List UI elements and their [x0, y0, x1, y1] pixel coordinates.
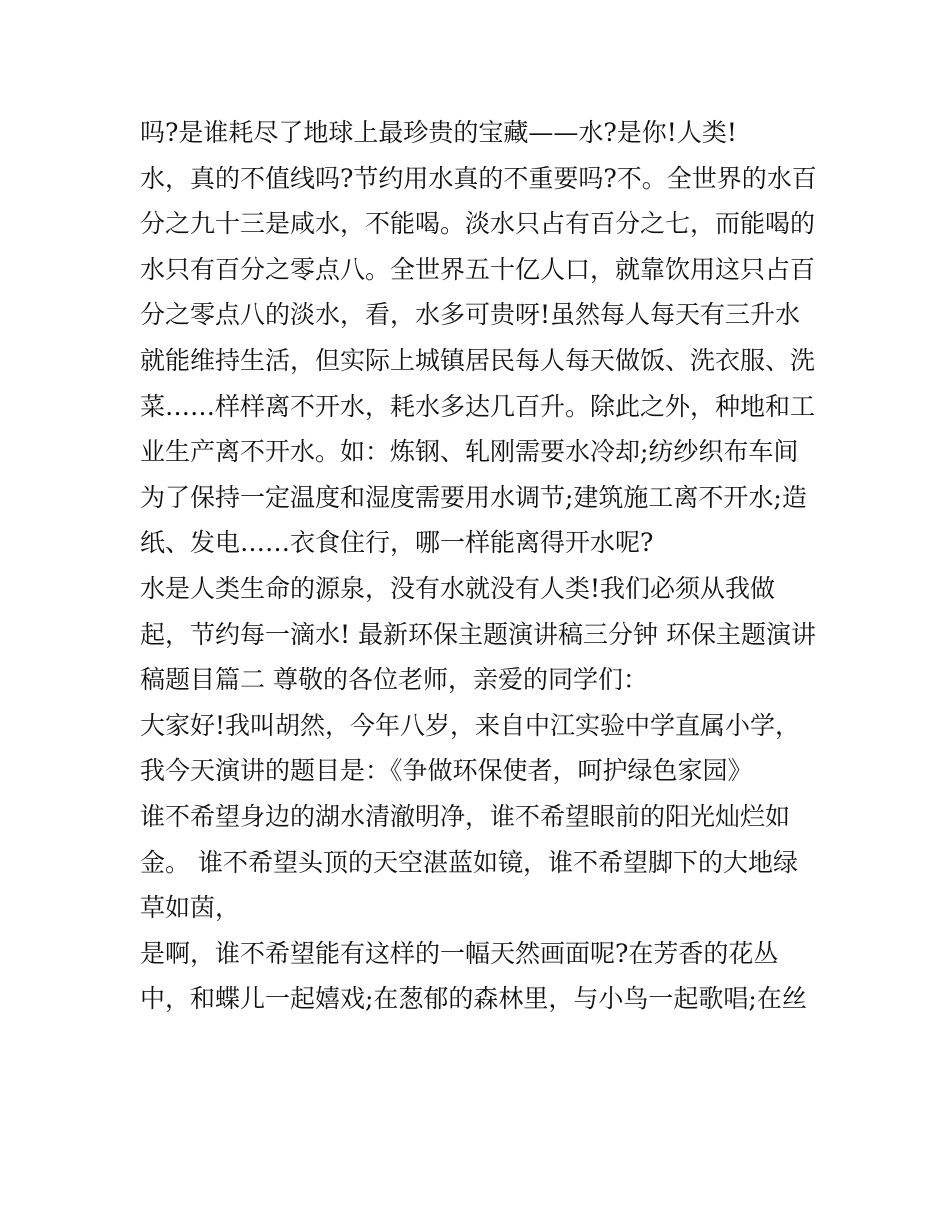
text-line: 分之零点八的淡水，看，水多可贵呀!虽然每人每天有三升水 — [140, 300, 801, 330]
text-line: 谁不希望身边的湖水清澈明净，谁不希望眼前的阳光灿烂如 — [140, 801, 791, 831]
text-line: 菜……样样离不开水，耗水多达几百升。除此之外，种地和工 — [140, 391, 816, 421]
text-line: 就能维持生活，但实际上城镇居民每人每天做饭、洗衣服、洗 — [140, 345, 816, 375]
text-line: 中，和蝶儿一起嬉戏;在葱郁的森林里，与小鸟一起歌唱;在丝 — [140, 984, 807, 1014]
text-line: 我今天演讲的题目是：《争做环保使者，呵护绿色家园》 — [140, 756, 753, 786]
text-line: 纸、发电……衣食住行，哪一样能离得开水呢? — [140, 528, 654, 558]
text-line: 为了保持一定温度和湿度需要用水调节;建筑施工离不开水;造 — [140, 482, 807, 512]
text-line: 起，节约每一滴水! 最新环保主题演讲稿三分钟 环保主题演讲 — [140, 619, 816, 649]
document-body — [140, 110, 830, 1022]
text-line: 业生产离不开水。如：炼钢、轧刚需要水冷却;纺纱织布车间 — [140, 437, 799, 467]
text-line: 草如茵， — [140, 893, 241, 923]
text-line: 大家好!我叫胡然，今年八岁，来自中江实验中学直属小学， — [140, 710, 801, 740]
text-line: 水，真的不值线吗?节约用水真的不重要吗?不。全世界的水百 — [140, 163, 817, 193]
text-line: 吗?是谁耗尽了地球上最珍贵的宝藏——水?是你!人类! — [140, 118, 737, 147]
text-line: 稿题目篇二 尊敬的各位老师，亲爱的同学们： — [140, 665, 648, 695]
text-line: 是啊，谁不希望能有这样的一幅天然画面呢?在芳香的花丛 — [140, 938, 779, 968]
text-line: 金。 谁不希望头顶的天空湛蓝如镜，谁不希望脚下的大地绿 — [140, 847, 798, 877]
text-line: 水只有百分之零点八。全世界五十亿人口，就靠饮用这只占百 — [140, 254, 816, 284]
text-line: 分之九十三是咸水，不能喝。淡水只占有百分之七，而能喝的 — [140, 209, 816, 239]
text-line: 水是人类生命的源泉，没有水就没有人类!我们必须从我做 — [140, 573, 776, 603]
